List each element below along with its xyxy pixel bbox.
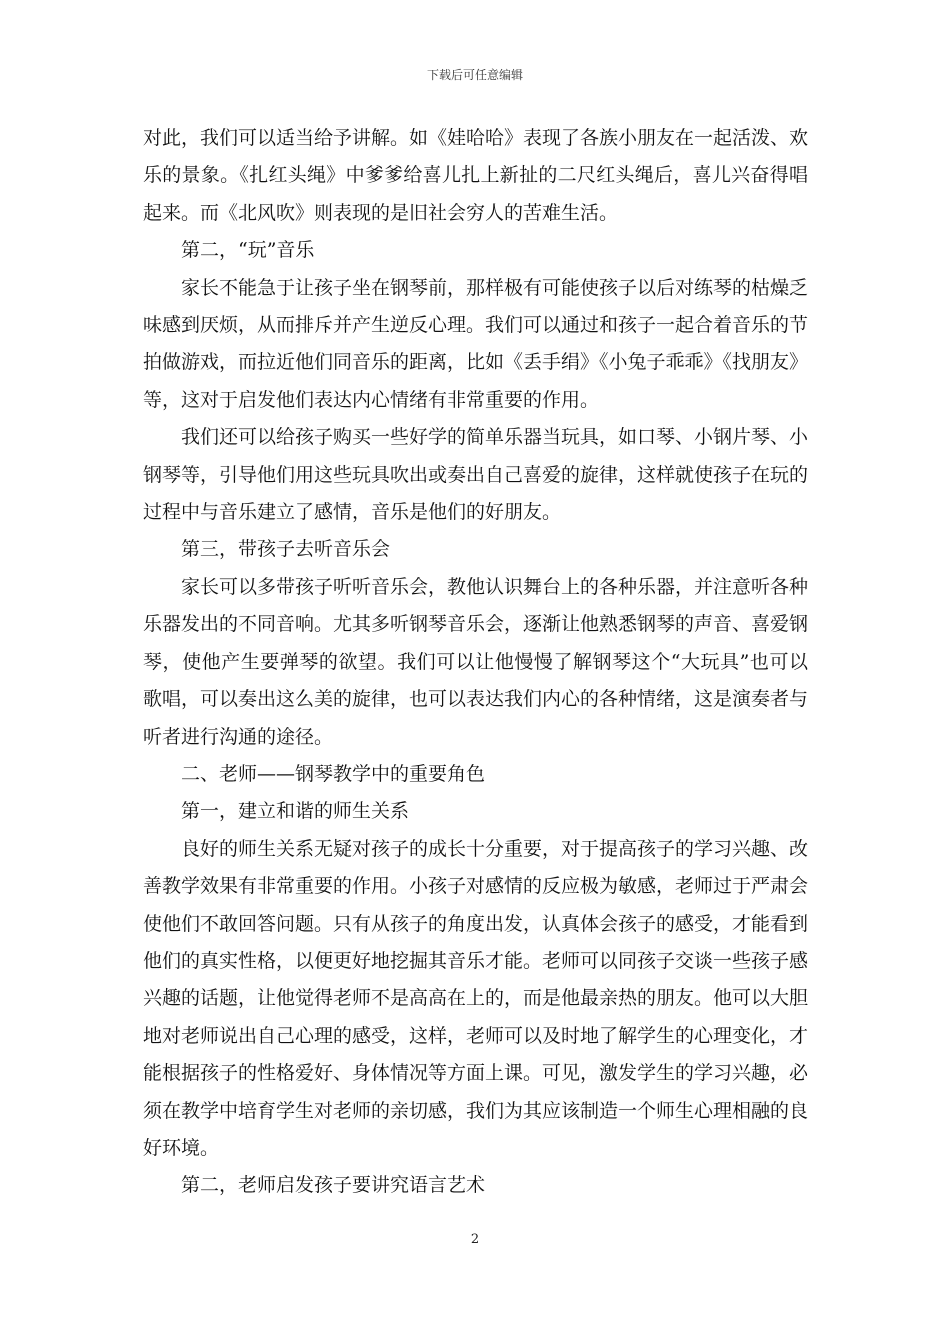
section-heading-play-music: 第二，“玩”音乐 (181, 239, 315, 262)
section-heading-relationship: 第一，建立和谐的师生关系 (181, 800, 410, 823)
chapter-heading-teacher: 二、老师——钢琴教学中的重要角色 (181, 762, 486, 785)
paragraph-play-music: 家长不能急于让孩子坐在钢琴前，那样极有可能使孩子以后对练琴的枯燥乏味感到厌烦，从而排斥并产生逆反心理。我们可以通过和孩子一起合着音乐的节拍做游戏，而拉近他们同音乐的距离，比如《丢手绢》《小兔子乖乖》《找朋友》等，这对于启发他们表达内心情绪有非常重要的作用。 (143, 276, 809, 411)
page-number: 2 (470, 1232, 480, 1247)
paragraph-concert: 家长可以多带孩子听听音乐会，教他认识舞台上的各种乐器，并注意听各种乐器发出的不同音响。尤其多听钢琴音乐会，逐渐让他熟悉钢琴的声音、喜爱钢琴，使他产生要弹琴的欲望。我们可以让他慢慢了解钢琴这个“大玩具”也可以歌唱，可以奏出这么美的旋律，也可以表达我们内心的各种情绪，这是演奏者与听者进行沟通的途径。 (143, 575, 809, 748)
section-heading-concert: 第三，带孩子去听音乐会 (181, 538, 391, 561)
paragraph-explanation: 对此，我们可以适当给予讲解。如《娃哈哈》表现了各族小朋友在一起活泼、欢乐的景象。《扎红头绳》中爹爹给喜儿扎上新扯的二尺红头绳后，喜儿兴奋得唱起来。而《北风吹》则表现的是旧社会穷人的苦难生活。 (143, 127, 809, 224)
paragraph-toy-instruments: 我们还可以给孩子购买一些好学的简单乐器当玩具，如口琴、小钢片琴、小钢琴等，引导他们用这些玩具吹出或奏出自己喜爱的旋律，这样就使孩子在玩的过程中与音乐建立了感情，音乐是他们的好朋友。 (143, 426, 809, 524)
paragraph-relationship: 良好的师生关系无疑对孩子的成长十分重要，对于提高孩子的学习兴趣、改善教学效果有非常重要的作用。小孩子对感情的反应极为敏感，老师过于严肃会使他们不敢回答问题。只有从孩子的角度出发，认真体会孩子的感受，才能看到他们的真实性格，以便更好地挖掘其音乐才能。老师可以同孩子交谈一些孩子感兴趣的话题，让他觉得老师不是高高在上的，而是他最亲热的朋友。他可以大胆地对老师说出自己心理的感受，这样，老师可以及时地了解学生的心理变化，才能根据孩子的性格爱好、身体情况等方面上课。可见，激发学生的学习兴趣，必须在教学中培育学生对老师的亲切感，我们为其应该制造一个师生心理相融的良好环境。 (143, 837, 809, 1159)
document-body (143, 120, 808, 1205)
page-header: 下载后可任意编辑 (426, 68, 523, 82)
section-heading-language-art: 第二，老师启发孩子要讲究语言艺术 (181, 1174, 486, 1197)
